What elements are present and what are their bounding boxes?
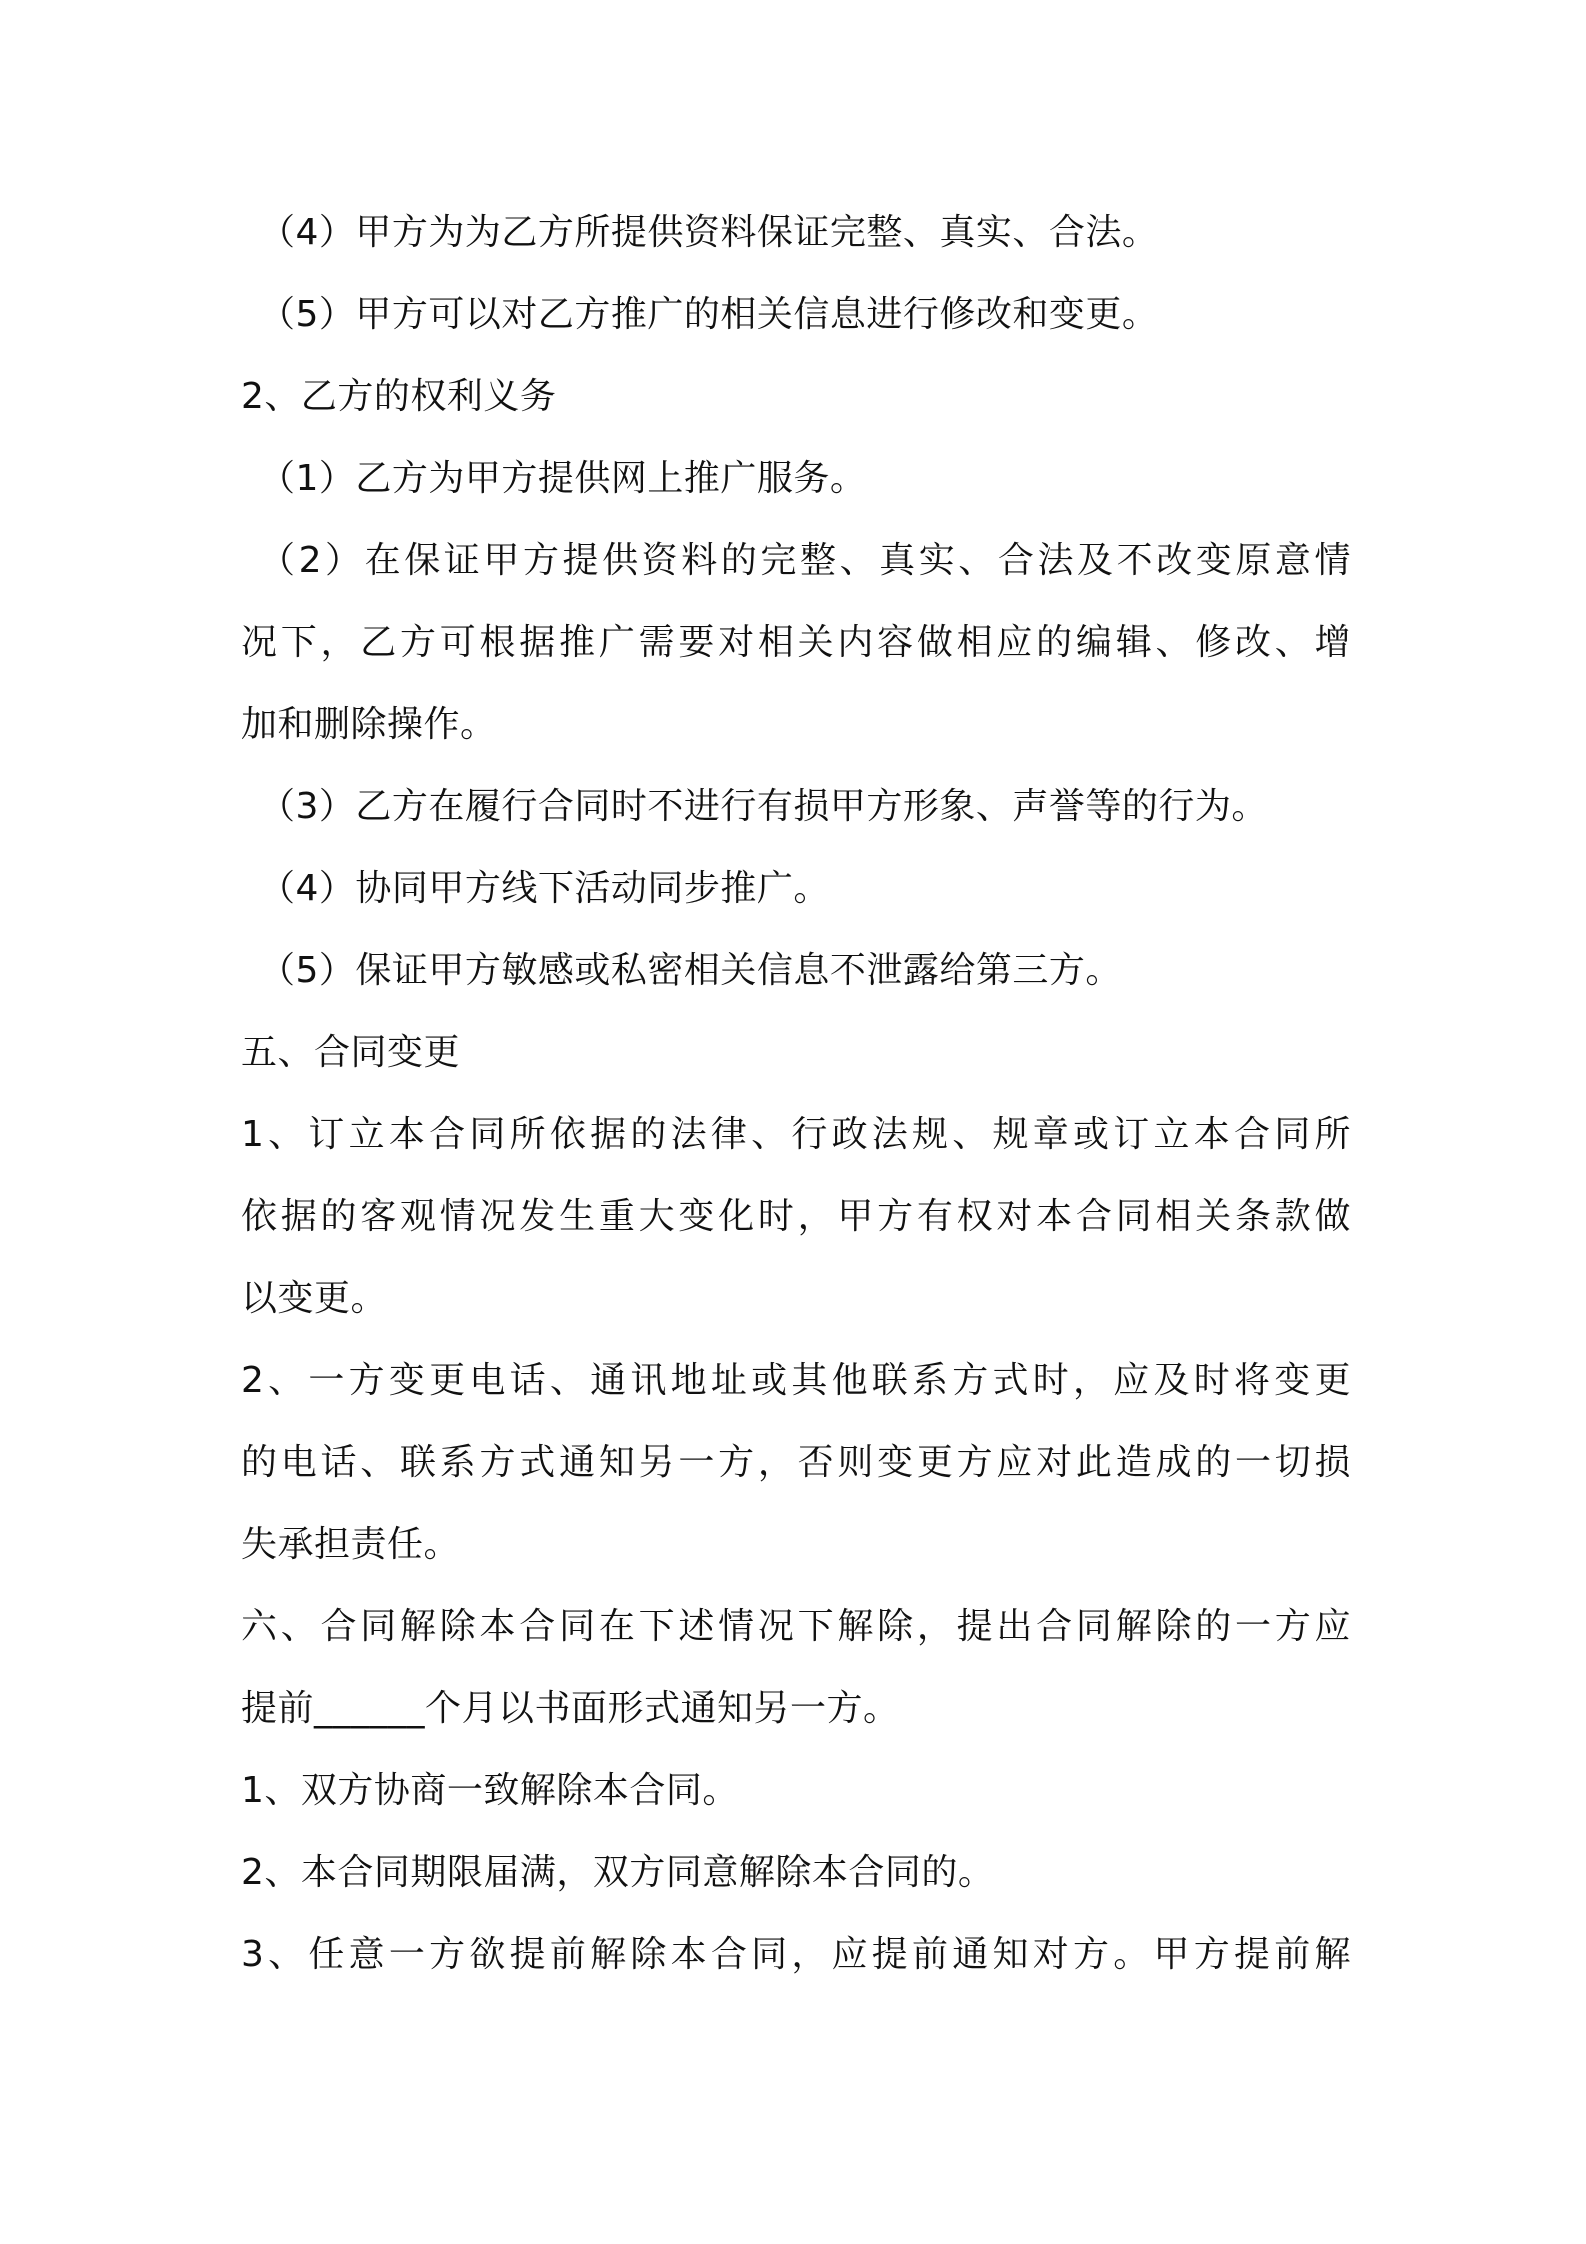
termination-clause-2: 2、本合同期限届满，双方同意解除本合同的。 — [241, 1852, 995, 1893]
change-clause-2-line1: 2、一方变更电话、通讯地址或其他联系方式时，应及时将变更 — [241, 1360, 1351, 1401]
clause-yi-1: （1）乙方为甲方提供网上推广服务。 — [259, 458, 867, 499]
clause-yi-2-line1: （2）在保证甲方提供资料的完整、真实、合法及不改变原意情 — [259, 540, 1351, 581]
clause-yi-5: （5）保证甲方敏感或私密相关信息不泄露给第三方。 — [259, 950, 1122, 991]
clause-jia-4: （4）甲方为为乙方所提供资料保证完整、真实、合法。 — [259, 212, 1159, 253]
termination-clause-1: 1、双方协商一致解除本合同。 — [241, 1770, 739, 1811]
section-heading-contract-change: 五、合同变更 — [241, 1032, 461, 1073]
termination-clause-3: 3、任意一方欲提前解除本合同，应提前通知对方。甲方提前解 — [241, 1934, 1351, 1975]
change-clause-2-line2: 的电话、联系方式通知另一方，否则变更方应对此造成的一切损 — [241, 1442, 1351, 1483]
clause-jia-5: （5）甲方可以对乙方推广的相关信息进行修改和变更。 — [259, 294, 1159, 335]
change-clause-1-line2: 依据的客观情况发生重大变化时，甲方有权对本合同相关条款做 — [241, 1196, 1351, 1237]
change-clause-2-line3: 失承担责任。 — [241, 1524, 461, 1565]
clause-yi-2-line3: 加和删除操作。 — [241, 704, 497, 745]
clause-yi-3: （3）乙方在履行合同时不进行有损甲方形象、声誉等的行为。 — [259, 786, 1268, 827]
change-clause-1-line1: 1、订立本合同所依据的法律、行政法规、规章或订立本合同所 — [241, 1114, 1351, 1155]
section-heading-yi-rights: 2、乙方的权利义务 — [241, 376, 557, 417]
termination-notice-line: 提前______个月以书面形式通知另一方。 — [241, 1688, 900, 1729]
change-clause-1-line3: 以变更。 — [241, 1278, 388, 1319]
section-heading-contract-termination: 六、合同解除本合同在下述情况下解除，提出合同解除的一方应 — [241, 1606, 1351, 1647]
clause-yi-2-line2: 况下，乙方可根据推广需要对相关内容做相应的编辑、修改、增 — [241, 622, 1351, 663]
clause-yi-4: （4）协同甲方线下活动同步推广。 — [259, 868, 830, 909]
